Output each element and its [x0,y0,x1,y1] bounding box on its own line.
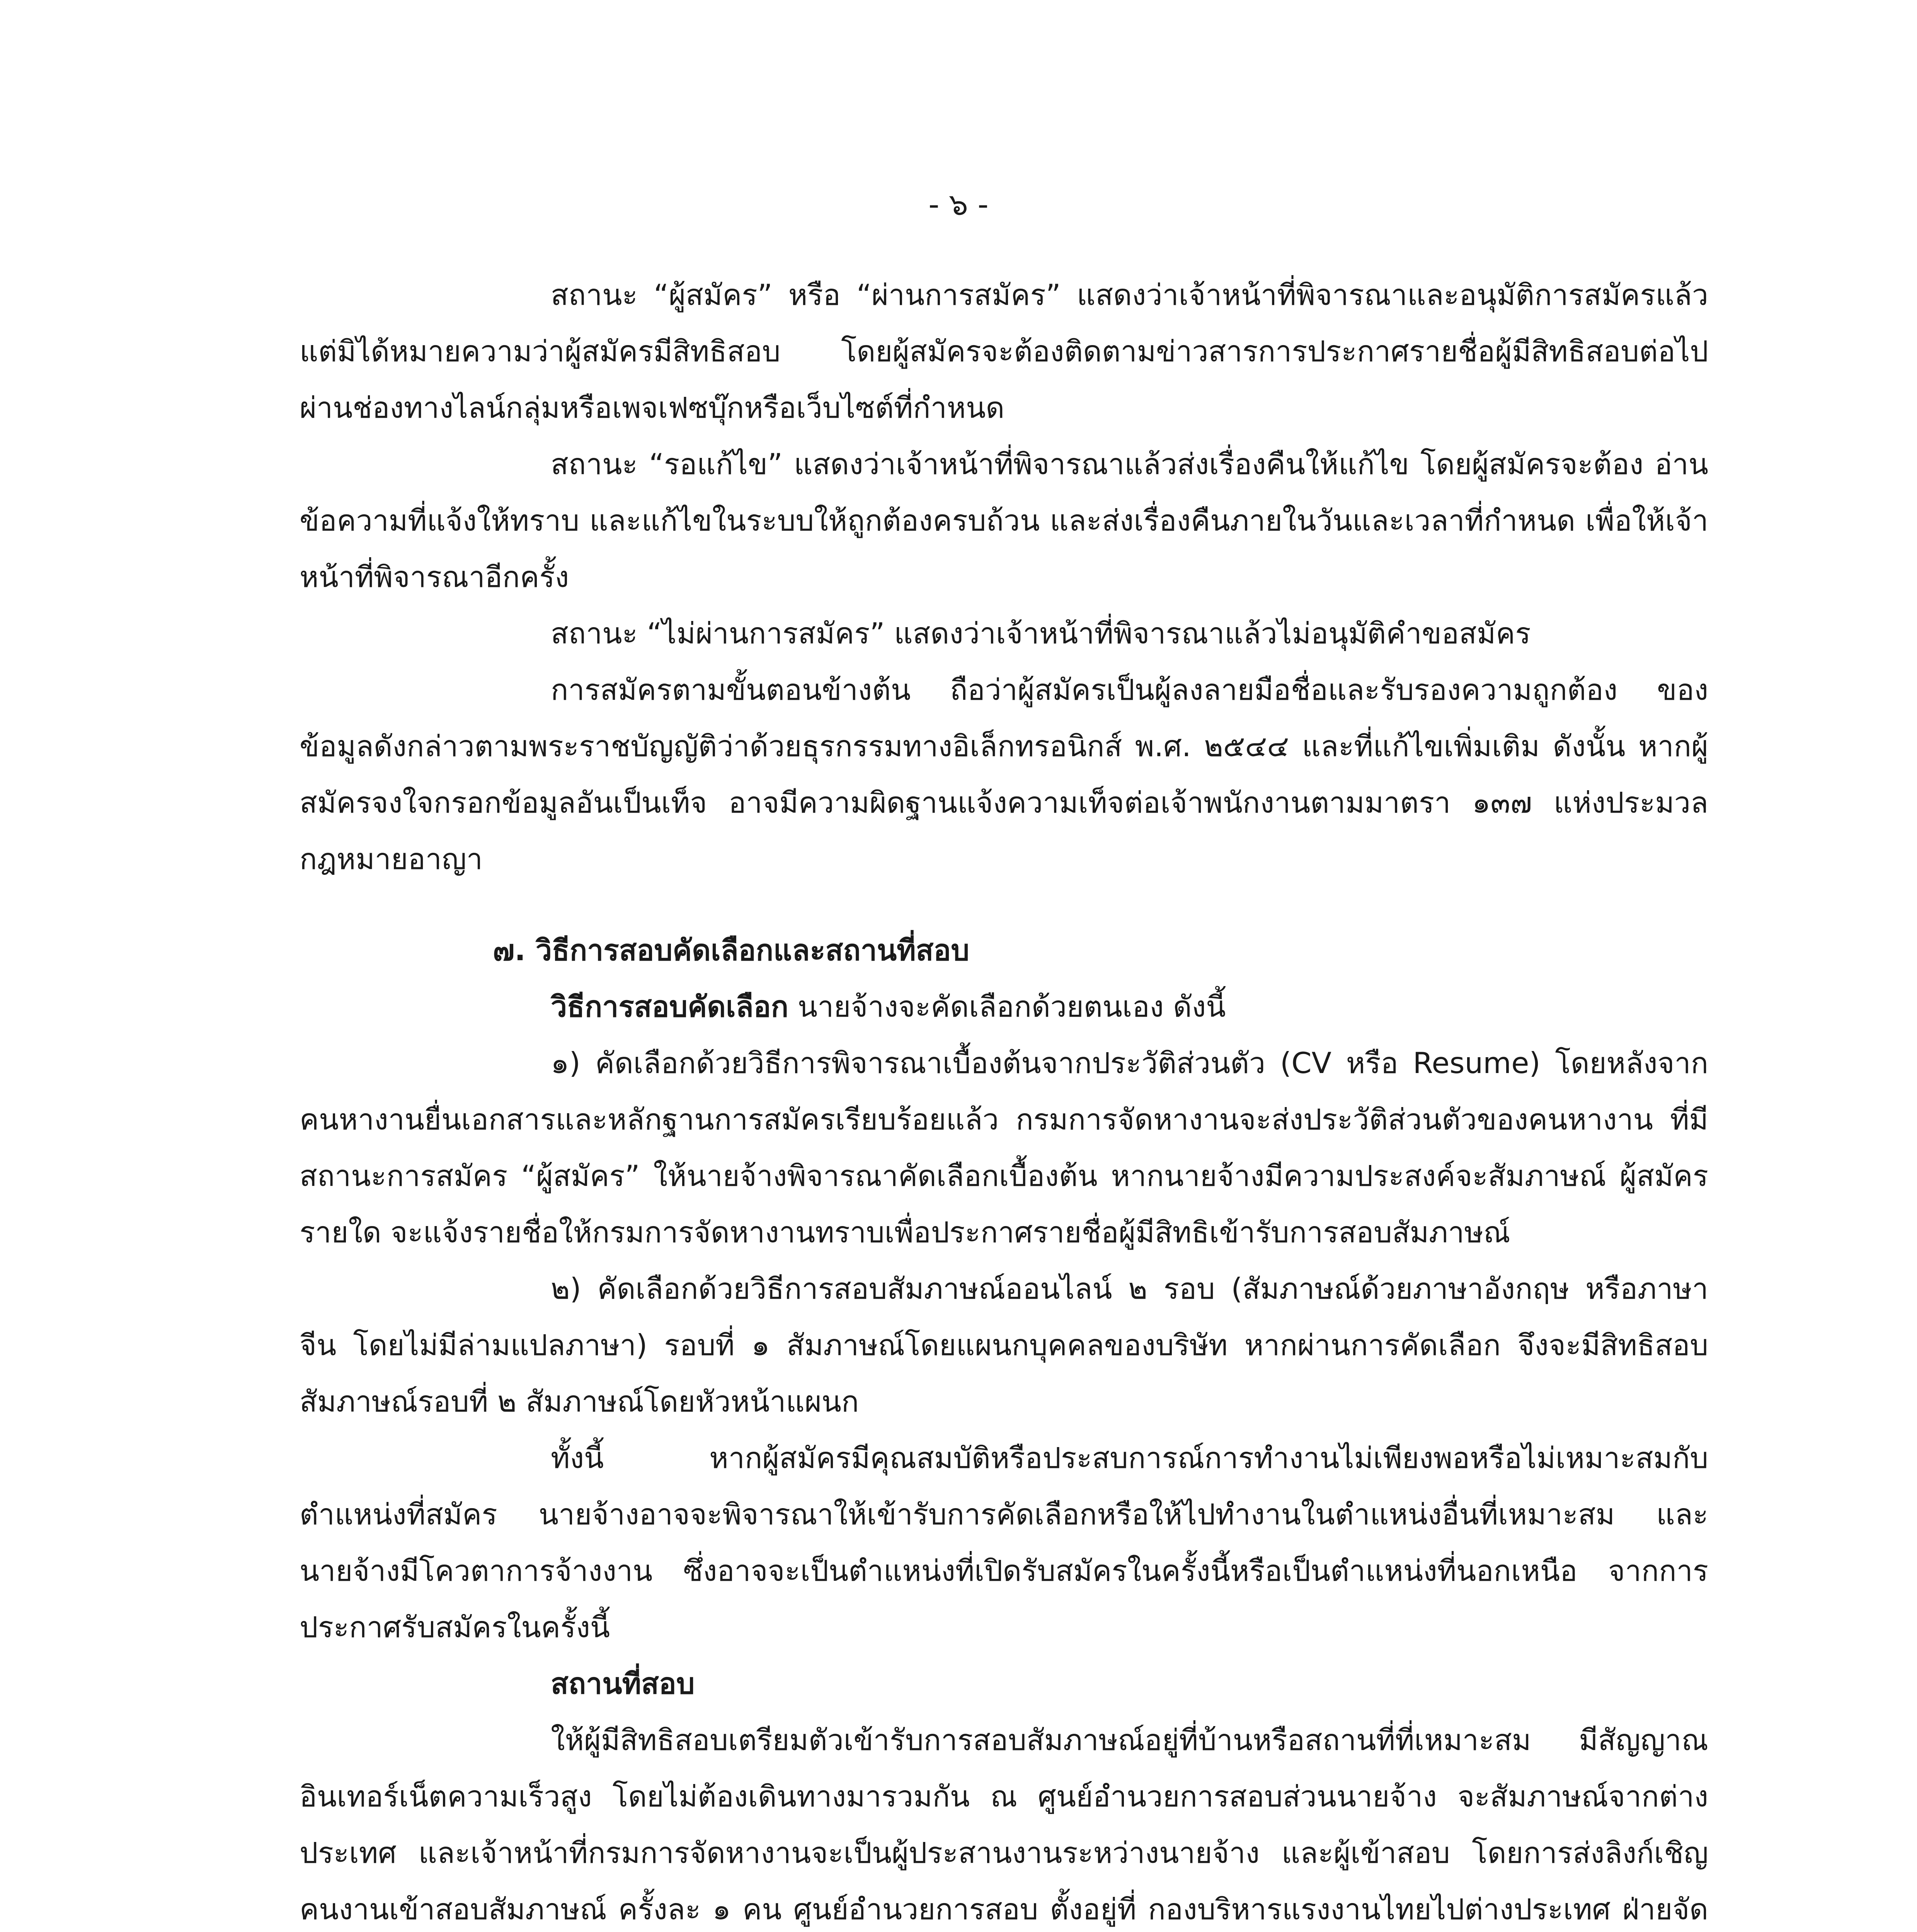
selection-method-line [300,978,1708,1035]
venue-label: สถานที่สอบ [551,1667,695,1701]
document-body [300,267,1708,1932]
status-applicant-paragraph: สถานะ “ผู้สมัคร” หรือ “ผ่านการสมัคร” แสดงว่าเจ้าหน้าที่พิจารณาและอนุมัติการสมัครแล้ว แต่มิได้หมายความว่าผู้สมัครมีสิทธิสอบ โดยผู้สมัครจะต้องติดตามข่าวสารการประกาศรายชื่อผู้มีสิทธิสอบต่อไป ผ่านช่องทางไลน์กลุ่มหรือเพจเฟซบุ๊กหรือเว็บไซต์ที่กำหนด [300,278,1708,425]
certification-paragraph: การสมัครตามขั้นตอนข้างต้น ถือว่าผู้สมัครเป็นผู้ลงลายมือชื่อและรับรองความถูกต้อง ของข้อมูลดังกล่าวตามพระราชบัญญัติว่าด้วยธุรกรรมทางอิเล็กทรอนิกส์ พ.ศ. ๒๕๔๔ และที่แก้ไขเพิ่มเติม ดังนั้น หากผู้สมัครจงใจกรอกข้อมูลอันเป็นเท็จ อาจมีความผิดฐานแจ้งความเท็จต่อเจ้าพนักงานตามมาตรา ๑๓๗ แห่งประมวลกฎหมายอาญา [300,673,1708,876]
selection-method-text: นายจ้างจะคัดเลือกด้วยตนเอง ดังนี้ [788,990,1226,1024]
status-pending-fix-paragraph: สถานะ “รอแก้ไข” แสดงว่าเจ้าหน้าที่พิจารณาแล้วส่งเรื่องคืนให้แก้ไข โดยผู้สมัครจะต้อง อ่านข้อความที่แจ้งให้ทราบ และแก้ไขในระบบให้ถูกต้องครบถ้วน และส่งเรื่องคืนภายในวันและเวลาที่กำหนด เพื่อให้เจ้าหน้าที่พิจารณาอีกครั้ง [300,447,1708,594]
page-number: - ๖ - [928,187,989,222]
selection-item-2: ๒) คัดเลือกด้วยวิธีการสอบสัมภาษณ์ออนไลน์ ๒ รอบ (สัมภาษณ์ด้วยภาษาอังกฤษ หรือภาษาจีน โดยไม่มีล่ามแปลภาษา) รอบที่ ๑ สัมภาษณ์โดยแผนกบุคคลของบริษัท หากผ่านการคัดเลือก จึงจะมีสิทธิสอบสัมภาษณ์รอบที่ ๒ สัมภาษณ์โดยหัวหน้าแผนก [300,1272,1708,1418]
selection-note-paragraph: ทั้งนี้ หากผู้สมัครมีคุณสมบัติหรือประสบการณ์การทำงานไม่เพียงพอหรือไม่เหมาะสมกับ ตำแหน่งที่สมัคร นายจ้างอาจจะพิจารณาให้เข้ารับการคัดเลือกหรือให้ไปทำงานในตำแหน่งอื่นที่เหมาะสม และนายจ้างมีโควตาการจ้างงาน ซึ่งอาจจะเป็นตำแหน่งที่เปิดรับสมัครในครั้งนี้หรือเป็นตำแหน่งที่นอกเหนือ จากการประกาศรับสมัครในครั้งนี้ [300,1441,1708,1644]
status-rejected-paragraph: สถานะ “ไม่ผ่านการสมัคร” แสดงว่าเจ้าหน้าที่พิจารณาแล้วไม่อนุมัติคำขอสมัคร [551,616,1531,650]
section-7-heading: ๗. วิธีการสอบคัดเลือกและสถานที่สอบ [493,933,970,967]
venue-heading [300,1655,1708,1712]
selection-item-1: ๑) คัดเลือกด้วยวิธีการพิจารณาเบื้องต้นจากประวัติส่วนตัว (CV หรือ Resume) โดยหลังจาก คนหางานยื่นเอกสารและหลักฐานการสมัครเรียบร้อยแล้ว กรมการจัดหางานจะส่งประวัติส่วนตัวของคนหางาน ที่มีสถานะการสมัคร “ผู้สมัคร” ให้นายจ้างพิจารณาคัดเลือกเบื้องต้น หากนายจ้างมีความประสงค์จะสัมภาษณ์ ผู้สมัครรายใด จะแจ้งรายชื่อให้กรมการจัดหางานทราบเพื่อประกาศรายชื่อผู้มีสิทธิเข้ารับการสอบสัมภาษณ์ [300,1046,1708,1249]
selection-method-label: วิธีการสอบคัดเลือก [551,990,789,1024]
venue-paragraph: ให้ผู้มีสิทธิสอบเตรียมตัวเข้ารับการสอบสัมภาษณ์อยู่ที่บ้านหรือสถานที่ที่เหมาะสม มีสัญญาณอินเทอร์เน็ตความเร็วสูง โดยไม่ต้องเดินทางมารวมกัน ณ ศูนย์อำนวยการสอบส่วนนายจ้าง จะสัมภาษณ์จากต่างประเทศ และเจ้าหน้าที่กรมการจัดหางานจะเป็นผู้ประสานงานระหว่างนายจ้าง และผู้เข้าสอบ โดยการส่งลิงก์เชิญคนงานเข้าสอบสัมภาษณ์ ครั้งละ ๑ คน ศูนย์อำนวยการสอบ ตั้งอยู่ที่ กองบริหารแรงงานไทยไปต่างประเทศ ฝ่ายจัด [300,1723,1708,1926]
